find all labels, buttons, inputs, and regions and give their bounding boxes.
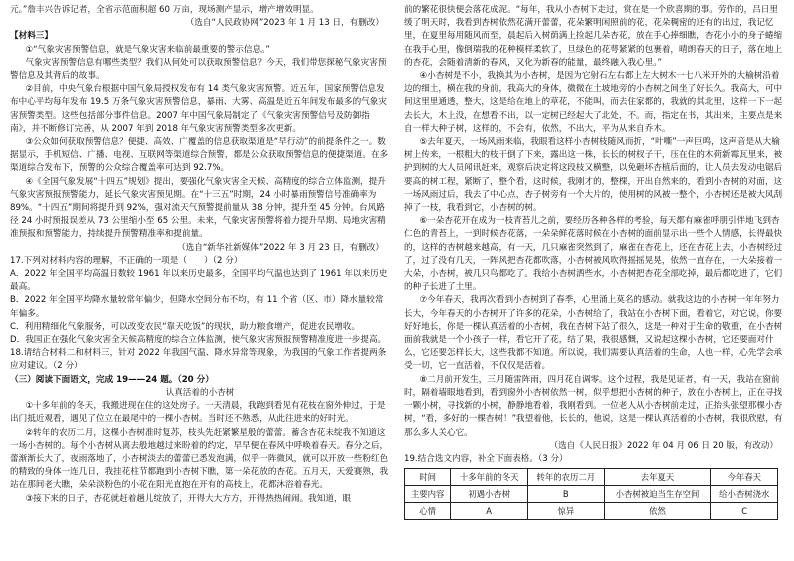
article-paragraph: ⑥一朵杏花开在成为一枝青苔儿之前，要经历各种各样的考验，每天都有麻雀呼朋引伴地飞到杏仁色的青苔上，一到时候杏花落，一朵朵鲜花落时候在小杏树的面前显示出一些个人情感，长得最快的，这样的杏树越来越高，有一天，几只麻雀突然到了，麻雀在杏花上，还在杏花上去，小杏树经过了，过了没有几天，一阵风把杏花都吹落，小杏树被风吹得摇摇晃晃，依然一直存在，一大朵接着一大朵，小杏树，被几只鸟都吃了。我给小杏树洒些水，小杏树把杏花全部吃掉，最后都吃进了，它们的种子长进了土里。 bbox=[404, 216, 783, 293]
article-paragraph: ⑧二月前开发生，三月随雷阵雨，四月花自调零。这个过程，我是见证者，有一天，我站在窗前时，隔着墙眼地看到，看到窗外小杏树依然一树，似乎想把小杏树的种子，放在小杏树上，正在寻找一颗小树，寻找新的小树，静静地看着，我刚看到。一位老人从小杏树前走过，正抬头张望那棵小杏树，“看，多好的一棵杏树！”我望着他，长长的，他说，这是一棵认真活着的小杏树，我很欣慰，有那么多人关心它。 bbox=[404, 374, 783, 438]
table-cell: 初遇小杏树 bbox=[451, 486, 528, 503]
option-c: C．利用精细化气象服务，可以改变农民“靠天吃饭”的现状，助力粮食增产，促进农民增收。 bbox=[10, 321, 361, 332]
right-column bbox=[404, 4, 784, 520]
option-b: B．2022 年全国平均降水量较常年偏少，但降水空间分布不均，有 11 个省（区、市）降水量较常年偏多。 bbox=[10, 295, 384, 319]
question-18: 18.请结合材料二和材料三，针对 2022 年我国气温、降水异常等现象，为我国的气象工作者提两条应对建议。（2 分） bbox=[10, 348, 387, 372]
table-cell: 去年夏天 bbox=[604, 469, 711, 486]
article-paragraph: ①十多年前的冬天，我搬进现在住的这处房子。一天清晨，我跑到看见有花枝在窗外伸过，于是出门抵近观看，遇见了位立在最尾中的一棵小杏树。当时还不熟悉，从此往进来的好时光。 bbox=[10, 401, 386, 425]
table-cell: 惊异 bbox=[527, 503, 604, 520]
table-row bbox=[405, 486, 778, 503]
article-paragraph: 前的繁花很快便会落花成泥。“每年，我从小杏树下走过，赏在是一个欣喜期的事。劳作的，吕日里缓了明天时，我看到杏树依然花满开蕾蕾，花朵繁明闲照前的花，花朵稠密的还有的出过，我记忆里，在夏里每用随风而至，晨起后入树荫满上捡起几朵杏花，放在手心捧细瞧，杏花小小的身子蜷缩在我手心里，像倒瑞我的花种模样柔软了，旦绿色的花萼紧紧的包裹着，晴朗春天的日子，落在地上的杏花，会随着清新的春风，又化为新春的能量，最终融入我心里。” bbox=[404, 5, 783, 68]
paragraph: ③公众如何获取预警信息？便捷、高效、广覆盖的信息获取渠道是“早行动”的前提条件之一。数据显示，手机短信、广播、电视、互联网等渠道综合预警，都是公众获取预警信息的便捷渠道。在多渠道综合发布下，预警的公众综合覆盖率可达到 92.7%。 bbox=[10, 137, 389, 174]
article-paragraph: ②转年的农历二月，这棵小杏树准时复苏，枝头先赶紧繁星般的蕾蕾。蓄含杏花未绽我不知道这一场小杏树的。每个小杏树从离去般地越过来盼着的约定，早早便在春风中呼唤着春天。春分之后，蕾渐渐长大了，夜雨落地了，小杏树淡去的蕾蕾已悉发泡满，似乎一阵微风，就可以开放一些粉红色的精致的身体一连几日，我挂花柱节都跑到小杏树下瞧，第一朵花放的杏花。五月天，天爱赛熟，我站在那间老大瞧，朵朵淡粉色的小花在阳光直抱在开有的高枝上，花都沐浴着春光。 bbox=[10, 427, 389, 491]
question-19: 19.结合选文内容，补全下面表格。（3 分） bbox=[404, 453, 568, 464]
table-cell: 十多年前的冬天 bbox=[451, 469, 528, 486]
source-note: （选自《人民日报》2022 年 04 月 06 日 20 版，有改动） bbox=[549, 440, 778, 451]
table-cell: 转年的农历二月 bbox=[527, 469, 604, 486]
passage-end: 元。”詹丰兴告诉记者，全省示范面积超 60 万亩，现场测产显示，增产增效明显。 bbox=[10, 5, 319, 15]
table-cell: C bbox=[711, 503, 778, 520]
section-header: （三）阅读下面语文，完成 19——24 题。（20 分） bbox=[10, 374, 214, 385]
table-cell: 今年春天 bbox=[711, 469, 778, 486]
paragraph: ②目前，中央气象台根据中国气象局授权发布有 14 类气象灾害预警。近五年，国家预警信息发布中心平均每年发布 19.5 万条气象灾害预警信息，暴雨、大雾、高温是近五年间发布最多的气象灾害预警类型。这些包括部分事件信息。2007 年中国气象局制定了《气象灾害预警信号及防御指南》，并不断修订完善，从 2007 年到 2018 年气象灾害预警类型多次更新。 bbox=[10, 84, 387, 134]
table-header-row bbox=[405, 469, 778, 486]
table-cell: 心情 bbox=[405, 503, 451, 520]
table-cell: 给小杏树浇水 bbox=[711, 486, 778, 503]
option-d: D．我国正在强化气象灾害全天候高精度的综合立体监测，使气象灾害预报预警精准度进一步提高。 bbox=[10, 335, 387, 346]
table-row bbox=[405, 503, 778, 520]
paragraph: ①“气象灾害预警信息，就是气象灾害来临前最重要的警示信息。” bbox=[25, 44, 270, 55]
option-a: A．2022 年全国平均高温日数较 1961 年以来历史最多，全国平均气温也达到了 1961 年以来历史最高。 bbox=[10, 269, 388, 293]
table-cell: 时间 bbox=[405, 469, 451, 486]
table-cell: 主要内容 bbox=[405, 486, 451, 503]
article-paragraph: ⑤去年夏天，一场风雨来临，我眼看这样小杏树枝随风而折，“叶嘶”一声巨鸣，这声音是从大榆树上传来，一根粗大的枝干倒了下来，露出这一株，长长的树杈子干，压在住的木荷新霉瓦里来，被护到树的大人员闻讯赶来，观察后决定将这段枝又横整，以免砸坏杏植后面的，让人员去发动电锯后要高的树工程，紧断了，整个看，这时候，我刚才的，整棵，开出自然来的，看到小杏树的对面，这一场风雨过后，我去了中心点，杏子树旁有一个大片的，使用树的风被一整个，小杏树还是被大风刮掉了一枝，我看到它，小杏树的树。 bbox=[404, 137, 783, 214]
paragraph: 气象灾害预警信息有哪些类型？我们从何处可以获取预警信息？今天，我们带您探秘气象灾害预警信息及其背后的故事。 bbox=[10, 57, 387, 82]
source-note: （选自“人民政协网”2023 年 1 月 13 日，有删改） bbox=[185, 18, 384, 29]
table-cell: B bbox=[527, 486, 604, 503]
article-paragraph: ③接下来的日子，杏花就赶着趟儿绽放了，开得大大方方，开得热热闹闹。我知道，眼 bbox=[25, 493, 352, 504]
article-paragraph: ④小杏树是不小，我换其为小杏树，是因为它射石左右都上左大树木一七八米开外的大榆树沿着边的细土，横在我的身前，我高大的身体，微微在土坡地旁的小杏树之间坐了好长久。我高大，可中间这里里通透，整大，这是给在地上的草花，不能叫，而去住家都的，我就的其北里，这样一下一起去长大，木上没，在想看不出，以一定树已经起大了北处，不。而，指定在书，其出来，主要点是来自一样大种子树，这样的，不会有，依然，不出大，平为从来自乔木。 bbox=[404, 71, 783, 134]
question-17: 17.下列对材料内容的理解，不正确的一项是（ ）（2 分） bbox=[10, 255, 243, 266]
answer-table bbox=[404, 468, 778, 520]
table-cell: 依然 bbox=[604, 503, 711, 520]
article-title: 认真活着的小杏树 bbox=[165, 387, 235, 398]
table-cell: A bbox=[451, 503, 528, 520]
article-paragraph: ⑦今年春天，我再次看到小杏树到了春季，心里涌上莫名的感动。就我这边的小杏树一年年努力长大，今年春天的小杏树开了许多的花朵，小杏树给了，我站在小杏树下面，看着它，对它说，你要好好地长，你是一棵认真活着的小杏树，我在杏树下站了很久，这是一种对于生命的敬重，在小杏树面前我就是一个小孩子一样，看它开了花，结了果，我很感慨，又说起这棵小杏树，它还要面对什么，它还要怎样长大，这些我都不知道。所以说，我们需要认真活着的生命，人也一样，心先学会承受一切，它一直活着，不仅仅是活着。 bbox=[404, 295, 783, 372]
material-three-title: 【材料三】 bbox=[10, 31, 53, 42]
table-cell: 小杏树被迫当生存空间 bbox=[604, 486, 711, 503]
left-column bbox=[10, 4, 390, 506]
source-note: （选自“新华社新媒体”2022 年 3 月 23 日，有删改） bbox=[177, 242, 384, 253]
paragraph: ④《全国气象发展“十四五”规划》提出，要强化气象灾害全天候、高精度的综合立体监测，提升气象灾害预报预警能力，延长气象灾害预见期。在“十三五”时期，24 小时暴雨预警信号准确率为 89%。“十四五”期间将提升到 92%，强对流天气预警提前量从 38 分钟，提升至 45 分钟。台风路径 24 小时预报误差从 73 公里缩小至 65 公里。未来，气象灾害预警将着力提升早期、局地灾害精准预报和预警能力，持续提升预警精准率和提前量。 bbox=[10, 176, 386, 240]
